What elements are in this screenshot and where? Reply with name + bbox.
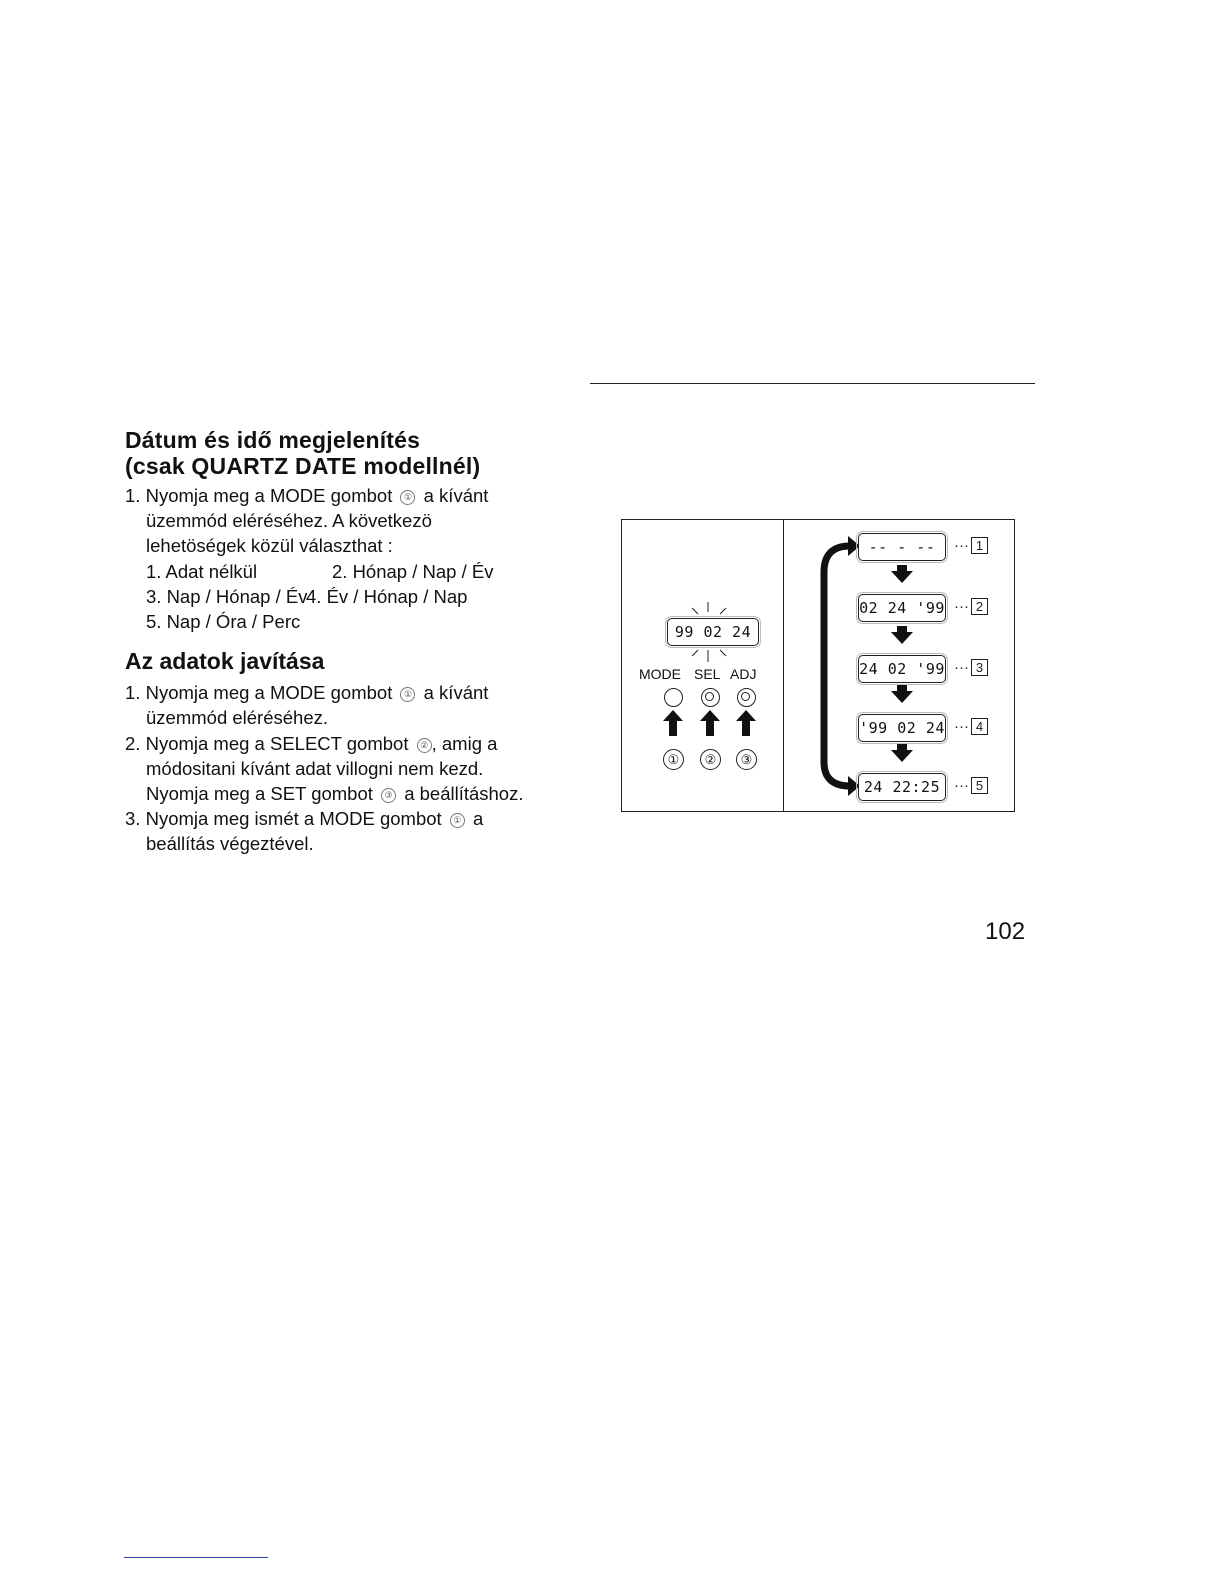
option-3: 3. Nap / Hónap / Év [146, 586, 308, 607]
section-2-title: Az adatok javítása [125, 648, 325, 674]
fix-step-3-line-1 [125, 806, 483, 831]
fix-step-3-line-2: beállítás végeztével. [146, 833, 314, 854]
step-1-line-1 [125, 483, 488, 508]
fix-step-1-line-1 [125, 680, 488, 705]
circled-2-icon: ② [417, 738, 432, 753]
fix-step-2-line-2: módositani kívánt adat villogni nem kezd. [146, 758, 484, 779]
tag-dots: ··· [954, 777, 969, 794]
circled-1-icon: ① [400, 490, 415, 505]
tag-dots: ··· [954, 537, 969, 554]
watch-display: 99 02 24 [667, 618, 759, 646]
tag-box-3: 3 [971, 659, 988, 676]
circled-1-icon: ① [450, 813, 465, 828]
tag-dots: ··· [954, 659, 969, 676]
sequence-display-5: 24 22:25 [858, 773, 946, 801]
sequence-tag-3 [954, 659, 988, 677]
select-button[interactable] [701, 688, 720, 707]
sequence-display-2: 02 24 '99 [858, 594, 946, 622]
option-2: 2. Hónap / Nap / Év [332, 561, 494, 582]
sequence-tag-2 [954, 598, 988, 616]
fix-step-2-line-3 [146, 781, 524, 806]
step-1-text: Nyomja meg a MODE gombot [145, 485, 393, 506]
mode-button[interactable] [664, 688, 683, 707]
adj-label: ADJ [730, 666, 757, 682]
sequence-tag-4 [954, 718, 988, 736]
tag-dots: ··· [954, 598, 969, 615]
fix-step-2-text-cont: , amig a [431, 733, 498, 754]
step-1-text-cont: a kívánt [423, 485, 489, 506]
fix-step-2-number: 2. [125, 733, 141, 754]
sequence-tag-5 [954, 777, 988, 795]
fix-step-1-number: 1. [125, 682, 141, 703]
tag-box-5: 5 [971, 777, 988, 794]
fix-step-2-set-text-cont: a beállításhoz. [404, 783, 524, 804]
heading-line-1: Dátum és idő megjelenítés [125, 427, 421, 453]
fix-step-2-text: Nyomja meg a SELECT gombot [145, 733, 409, 754]
tag-dots: ··· [954, 718, 969, 735]
fix-step-3-text: Nyomja meg ismét a MODE gombot [145, 808, 442, 829]
mode-label: MODE [639, 666, 681, 682]
heading-line-2: (csak QUARTZ DATE modellnél) [125, 453, 481, 479]
tag-box-1: 1 [971, 537, 988, 554]
fix-step-1-text: Nyomja meg a MODE gombot [145, 682, 393, 703]
button-number-1: ① [663, 749, 684, 770]
fix-step-1-text-cont: a kívánt [423, 682, 489, 703]
sequence-tag-1 [954, 537, 988, 555]
tag-box-4: 4 [971, 718, 988, 735]
button-number-3: ③ [736, 749, 757, 770]
sel-label: SEL [694, 666, 721, 682]
option-4: 4. Év / Hónap / Nap [306, 586, 468, 607]
cycle-bracket-icon [810, 532, 862, 802]
fix-step-2-line-1 [125, 731, 497, 756]
circled-1-icon: ① [400, 687, 415, 702]
sequence-display-1: -- - -- [858, 533, 946, 561]
sequence-display-3: 24 02 '99 [858, 655, 946, 683]
top-rule [590, 383, 1035, 384]
fix-step-1-line-2: üzemmód eléréséhez. [146, 707, 329, 728]
circled-3-icon: ③ [381, 788, 396, 803]
up-arrows-icon [660, 709, 760, 739]
tag-box-2: 2 [971, 598, 988, 615]
sequence-display-4: '99 02 24 [858, 714, 946, 742]
step-1-number: 1. [125, 485, 141, 506]
step-1-line-3: lehetöségek közül választhat : [146, 535, 393, 556]
adjust-button[interactable] [737, 688, 756, 707]
figure-divider [783, 519, 784, 812]
option-1: 1. Adat nélkül [146, 561, 258, 582]
bottom-rule [124, 1557, 268, 1558]
option-5: 5. Nap / Óra / Perc [146, 611, 301, 632]
fix-step-2-set-text: Nyomja meg a SET gombot [146, 783, 373, 804]
down-arrows-icon [890, 563, 914, 763]
step-1-line-2: üzemmód eléréséhez. A következö [146, 510, 432, 531]
button-number-2: ② [700, 749, 721, 770]
fix-step-3-text-cont: a [472, 808, 484, 829]
page-number: 102 [985, 918, 1026, 945]
fix-step-3-number: 3. [125, 808, 141, 829]
